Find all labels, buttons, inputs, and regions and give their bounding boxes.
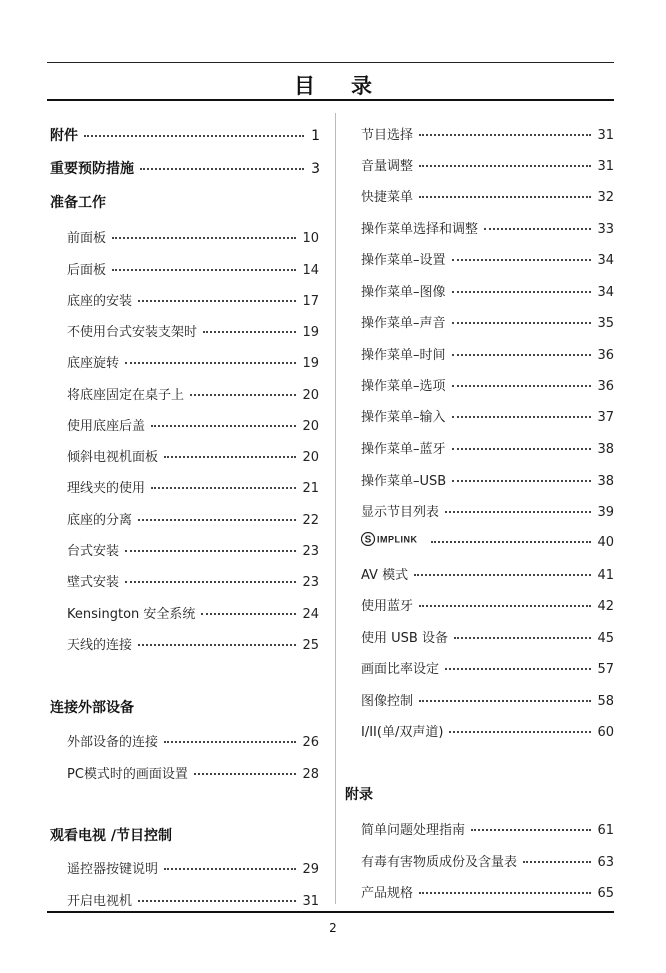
toc-entry[interactable] xyxy=(67,352,319,371)
toc-entry[interactable] xyxy=(361,249,614,268)
leader-dots xyxy=(112,269,296,271)
toc-page: 21 xyxy=(302,481,319,496)
toc-entry[interactable] xyxy=(361,690,614,709)
toc-label: Kensington 安全系统 xyxy=(67,607,196,622)
leader-dots xyxy=(112,237,296,239)
toc-label: 产品规格 xyxy=(361,886,414,901)
leader-dots xyxy=(419,165,591,167)
toc-entry[interactable] xyxy=(67,509,319,528)
toc-entry-precautions[interactable] xyxy=(50,158,320,178)
toc-entry[interactable] xyxy=(67,731,319,750)
leader-dots xyxy=(452,448,592,450)
leader-dots xyxy=(125,550,296,552)
section-title-prep: 准备工作 xyxy=(50,195,106,211)
leader-dots xyxy=(449,731,591,733)
toc-page: 24 xyxy=(302,607,319,622)
leader-dots xyxy=(419,196,591,198)
toc-entry[interactable] xyxy=(67,571,319,590)
leader-dots xyxy=(203,331,296,333)
leader-dots xyxy=(190,394,296,396)
toc-page: 40 xyxy=(597,535,614,550)
toc-label: 节目选择 xyxy=(361,128,414,143)
toc-label: 理线夹的使用 xyxy=(67,481,146,496)
toc-label: 图像控制 xyxy=(361,694,414,709)
toc-entry[interactable] xyxy=(361,438,614,457)
toc-label: 快捷菜单 xyxy=(361,190,414,205)
toc-label: 底座旋转 xyxy=(67,356,120,371)
toc-page: 36 xyxy=(597,348,614,363)
leader-dots xyxy=(452,322,592,324)
toc-page: 19 xyxy=(302,356,319,371)
toc-label: 重要预防措施 xyxy=(50,161,134,177)
toc-label: 显示节目列表 xyxy=(361,505,440,520)
toc-entry[interactable] xyxy=(361,281,614,300)
toc-entry[interactable] xyxy=(67,415,319,434)
toc-page: 26 xyxy=(302,735,319,750)
toc-entry[interactable] xyxy=(67,634,319,653)
toc-entry[interactable] xyxy=(361,124,614,143)
toc-label: 倾斜电视机面板 xyxy=(67,450,159,465)
toc-page: 60 xyxy=(597,725,614,740)
bottom-rule xyxy=(47,911,614,913)
toc-page: 57 xyxy=(597,662,614,677)
leader-dots xyxy=(471,829,591,831)
toc-page: 23 xyxy=(302,575,319,590)
page-number: 2 xyxy=(329,921,337,935)
leader-dots xyxy=(125,581,296,583)
toc-page: 20 xyxy=(302,419,319,434)
svg-text:S: S xyxy=(364,534,372,546)
toc-label: 底座的分离 xyxy=(67,513,133,528)
toc-label: 操作菜单–声音 xyxy=(361,316,446,331)
leader-dots xyxy=(445,511,591,513)
toc-page: 41 xyxy=(597,568,614,583)
toc-label: AV 模式 xyxy=(361,568,409,583)
toc-entry[interactable] xyxy=(361,344,614,363)
toc-label: 不使用台式安装支架时 xyxy=(67,325,198,340)
toc-page: 31 xyxy=(597,159,614,174)
toc-entry[interactable] xyxy=(67,540,319,559)
simplink-logo xyxy=(361,532,425,546)
toc-page: 61 xyxy=(597,823,614,838)
leader-dots xyxy=(151,487,296,489)
page-title xyxy=(0,70,666,100)
toc-entry[interactable] xyxy=(361,312,614,331)
page-title-char-2: 录 xyxy=(351,74,372,98)
leader-dots xyxy=(138,300,296,302)
toc-entry[interactable] xyxy=(361,532,614,550)
toc-page: 28 xyxy=(302,767,319,782)
leader-dots xyxy=(452,480,591,482)
toc-label: 画面比率设定 xyxy=(361,662,440,677)
toc-entry[interactable] xyxy=(67,446,319,465)
toc-label: 操作菜单–图像 xyxy=(361,285,446,300)
leader-dots xyxy=(125,362,296,364)
toc-entry[interactable] xyxy=(67,603,319,622)
toc-entry[interactable] xyxy=(67,290,319,309)
toc-label: 使用 USB 设备 xyxy=(361,631,448,646)
toc-page: 35 xyxy=(597,316,614,331)
leader-dots xyxy=(201,613,296,615)
toc-entry-accessories[interactable] xyxy=(50,125,320,145)
leader-dots xyxy=(138,900,296,902)
toc-entry[interactable] xyxy=(67,890,319,909)
toc-page: 23 xyxy=(302,544,319,559)
toc-page: 25 xyxy=(302,638,319,653)
toc-entry[interactable] xyxy=(67,321,319,340)
toc-page: 3 xyxy=(311,161,320,177)
toc-label: 天线的连接 xyxy=(67,638,133,653)
toc-page: 10 xyxy=(302,231,319,246)
toc-page: 22 xyxy=(302,513,319,528)
toc-entry[interactable] xyxy=(67,259,319,278)
toc-page: 19 xyxy=(302,325,319,340)
toc-page: 36 xyxy=(597,379,614,394)
leader-dots xyxy=(84,135,304,137)
toc-label: 简单问题处理指南 xyxy=(361,823,466,838)
toc-label: 开启电视机 xyxy=(67,894,133,909)
section-title-appendix: 附录 xyxy=(345,787,373,803)
leader-dots xyxy=(452,385,592,387)
toc-page: 20 xyxy=(302,388,319,403)
toc-label: 后面板 xyxy=(67,263,107,278)
toc-page: 63 xyxy=(597,855,614,870)
toc-page: 20 xyxy=(302,450,319,465)
toc-page: 58 xyxy=(597,694,614,709)
toc-label: 操作菜单–USB xyxy=(361,474,447,489)
toc-label: PC模式时的画面设置 xyxy=(67,767,188,782)
leader-dots xyxy=(419,892,591,894)
toc-entry[interactable] xyxy=(67,858,319,877)
leader-dots xyxy=(484,228,591,230)
svg-text:IMPLINK: IMPLINK xyxy=(377,534,418,545)
toc-label: 操作菜单选择和调整 xyxy=(361,222,479,237)
toc-label: 操作菜单–输入 xyxy=(361,410,446,425)
leader-dots xyxy=(523,861,591,863)
toc-label: 使用底座后盖 xyxy=(67,419,146,434)
toc-entry[interactable] xyxy=(361,375,614,394)
leader-dots xyxy=(138,519,296,521)
toc-label: 操作菜单–选项 xyxy=(361,379,446,394)
toc-page: 38 xyxy=(597,474,614,489)
toc-page: 42 xyxy=(597,599,614,614)
toc-entry[interactable] xyxy=(361,819,614,838)
section-title-tv: 观看电视 /节目控制 xyxy=(50,828,172,844)
toc-label: 操作菜单–蓝牙 xyxy=(361,442,446,457)
toc-page: 34 xyxy=(597,285,614,300)
leader-dots xyxy=(164,868,296,870)
toc-entry[interactable] xyxy=(67,477,319,496)
toc-page: 29 xyxy=(302,862,319,877)
toc-page: 33 xyxy=(597,222,614,237)
leader-dots xyxy=(431,541,591,543)
toc-label: 有毒有害物质成份及含量表 xyxy=(361,855,518,870)
leader-dots xyxy=(164,456,296,458)
toc-label: 台式安装 xyxy=(67,544,120,559)
leader-dots xyxy=(452,291,592,293)
leader-dots xyxy=(151,425,296,427)
toc-label: 使用蓝牙 xyxy=(361,599,414,614)
toc-label: 操作菜单–时间 xyxy=(361,348,446,363)
toc-label: 操作菜单–设置 xyxy=(361,253,446,268)
toc-label: I/II(单/双声道) xyxy=(361,725,444,740)
toc-page: 37 xyxy=(597,410,614,425)
toc-label: 将底座固定在桌子上 xyxy=(67,388,185,403)
leader-dots xyxy=(164,741,296,743)
toc-page: 65 xyxy=(597,886,614,901)
leader-dots xyxy=(454,637,592,639)
toc-label: 外部设备的连接 xyxy=(67,735,159,750)
leader-dots xyxy=(419,134,591,136)
leader-dots xyxy=(419,605,591,607)
toc-label: 底座的安装 xyxy=(67,294,133,309)
toc-entry[interactable] xyxy=(361,218,614,237)
toc-entry[interactable] xyxy=(361,564,614,583)
toc-entry[interactable] xyxy=(67,384,319,403)
top-rule xyxy=(47,62,614,63)
leader-dots xyxy=(419,700,591,702)
toc-entry[interactable] xyxy=(361,155,614,174)
toc-page: 38 xyxy=(597,442,614,457)
toc-page: 31 xyxy=(302,894,319,909)
toc-entry[interactable] xyxy=(361,406,614,425)
toc-page: 45 xyxy=(597,631,614,646)
toc-page: 14 xyxy=(302,263,319,278)
leader-dots xyxy=(140,168,304,170)
toc-entry[interactable] xyxy=(361,186,614,205)
toc-page: 1 xyxy=(311,128,320,144)
toc-label: 遥控器按键说明 xyxy=(67,862,159,877)
toc-page: 32 xyxy=(597,190,614,205)
leader-dots xyxy=(138,644,296,646)
column-divider xyxy=(335,113,336,904)
toc-label: 附件 xyxy=(50,128,78,144)
toc-page: 39 xyxy=(597,505,614,520)
leader-dots xyxy=(194,773,297,775)
toc-entry[interactable] xyxy=(361,470,614,489)
leader-dots xyxy=(414,574,591,576)
toc-entry[interactable] xyxy=(361,658,614,677)
toc-entry[interactable] xyxy=(361,627,614,646)
toc-label: 音量调整 xyxy=(361,159,414,174)
toc-page: 17 xyxy=(302,294,319,309)
leader-dots xyxy=(452,259,592,261)
toc-entry[interactable] xyxy=(361,882,614,901)
leader-dots xyxy=(452,354,592,356)
toc-entry[interactable] xyxy=(361,595,614,614)
section-title-external: 连接外部设备 xyxy=(50,700,134,716)
toc-entry[interactable] xyxy=(361,721,614,740)
toc-entry[interactable] xyxy=(67,763,319,782)
page-title-char-1: 目 xyxy=(294,74,315,98)
toc-label: 壁式安装 xyxy=(67,575,120,590)
toc-entry[interactable] xyxy=(361,851,614,870)
toc-entry[interactable] xyxy=(67,227,319,246)
leader-dots xyxy=(445,668,591,670)
toc-entry[interactable] xyxy=(361,501,614,520)
toc-label: 前面板 xyxy=(67,231,107,246)
toc-page: 31 xyxy=(597,128,614,143)
toc-page: 34 xyxy=(597,253,614,268)
leader-dots xyxy=(452,416,592,418)
